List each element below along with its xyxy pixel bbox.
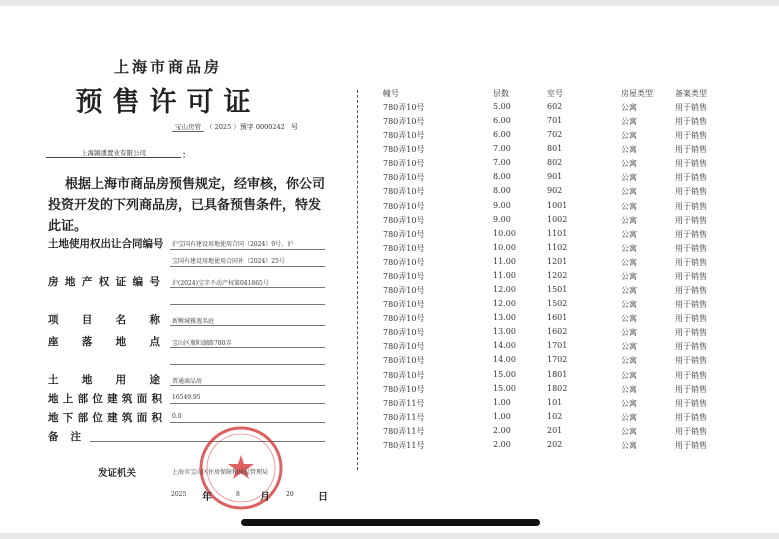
- table-cell: 公寓: [621, 243, 637, 253]
- table-cell: 5.00: [493, 102, 511, 111]
- table-cell: 901: [547, 172, 563, 182]
- table-cell: 780弄10号: [383, 271, 425, 281]
- table-cell: 公寓: [621, 229, 637, 239]
- table-cell: 780弄10号: [383, 201, 425, 211]
- table-cell: 1502: [547, 299, 568, 309]
- intro-paragraph: 根据上海市商品房预售规定，经审核，你公司投资开发的下列商品房，已具备预售条件，特发此证。: [48, 177, 326, 234]
- table-cell: 780弄10号: [383, 229, 425, 239]
- land-contract-value-2: 宝国有建设用地使用合同补（2024）25号: [172, 258, 285, 265]
- property-cert-value: 沪(2024)宝字不动产权第041865号: [172, 280, 269, 287]
- ref-hao: 号: [291, 123, 299, 131]
- land-use-label: 土地用途: [48, 374, 160, 386]
- table-cell: 9.00: [493, 214, 511, 224]
- title-small: 上海市商品房: [113, 58, 222, 76]
- company-colon: ：: [182, 151, 192, 161]
- home-indicator[interactable]: [241, 519, 540, 526]
- underline: [170, 249, 325, 250]
- certificate-left-panel: [0, 0, 355, 539]
- table-cell: 用于销售: [675, 328, 707, 338]
- table-cell: 用于销售: [675, 201, 707, 211]
- table-cell: 用于销售: [675, 145, 707, 155]
- table-cell: 780弄10号: [383, 215, 425, 225]
- table-cell: 用于销售: [675, 229, 707, 239]
- table-cell: 7.00: [493, 158, 511, 168]
- underline: [170, 347, 325, 348]
- table-cell: 公寓: [621, 286, 637, 296]
- date-month-label: 月: [260, 492, 270, 503]
- table-cell: 780弄10号: [383, 314, 425, 324]
- table-cell: 10.00: [493, 228, 516, 238]
- table-cell: 用于销售: [675, 173, 707, 183]
- table-cell: 1.00: [493, 411, 511, 421]
- above-area-value: 16549.95: [172, 394, 201, 401]
- table-cell: 公寓: [621, 187, 637, 197]
- table-cell: 11.00: [493, 256, 516, 266]
- table-cell: 公寓: [621, 356, 637, 366]
- table-cell: 公寓: [621, 328, 637, 338]
- table-cell: 用于销售: [675, 131, 707, 141]
- table-cell: 用于销售: [675, 384, 707, 394]
- table-cell: 1501: [547, 285, 568, 295]
- table-cell: 7.00: [493, 144, 511, 154]
- below-area-value: 0.0: [172, 413, 182, 420]
- table-cell: 公寓: [621, 314, 637, 324]
- table-cell: 用于销售: [675, 412, 707, 422]
- table-cell: 780弄10号: [383, 131, 425, 141]
- underline: [170, 287, 325, 288]
- table-cell: 780弄11号: [383, 440, 425, 450]
- ref-agency: 宝山房管: [172, 122, 204, 132]
- table-cell: 公寓: [621, 159, 637, 169]
- table-cell: 202: [547, 439, 563, 449]
- header-floors: 层数: [493, 89, 509, 98]
- table-cell: 公寓: [621, 257, 637, 267]
- table-cell: 用于销售: [675, 286, 707, 296]
- table-cell: 780弄10号: [383, 257, 425, 267]
- underline: [170, 403, 325, 404]
- table-cell: 公寓: [621, 426, 637, 436]
- remarks-label: 备注: [48, 431, 93, 443]
- table-cell: 201: [547, 425, 563, 435]
- table-cell: 701: [547, 116, 563, 126]
- table-cell: 6.00: [493, 130, 511, 140]
- table-cell: 1101: [547, 228, 568, 238]
- table-cell: 15.00: [493, 383, 516, 393]
- table-cell: 9.00: [493, 200, 511, 210]
- ref-year: 2025: [214, 123, 232, 131]
- location-label: 座落地点: [48, 336, 160, 348]
- table-cell: 用于销售: [675, 342, 707, 352]
- table-cell: 用于销售: [675, 356, 707, 366]
- table-cell: 用于销售: [675, 243, 707, 253]
- table-cell: 公寓: [621, 412, 637, 422]
- table-cell: 780弄10号: [383, 173, 425, 183]
- land-use-value: 普通商品房: [172, 378, 203, 385]
- table-cell: 6.00: [493, 116, 511, 126]
- table-cell: 用于销售: [675, 117, 707, 127]
- below-area-label: 地下部位建筑面积: [48, 412, 162, 424]
- table-cell: 用于销售: [675, 300, 707, 310]
- table-cell: 用于销售: [675, 370, 707, 380]
- date-day-label: 日: [318, 492, 328, 503]
- bottom-edge: [0, 533, 779, 539]
- table-cell: 11.00: [493, 270, 516, 280]
- table-cell: 用于销售: [675, 314, 707, 324]
- table-cell: 1602: [547, 327, 568, 337]
- header-room: 室号: [547, 89, 563, 98]
- table-cell: 801: [547, 144, 563, 154]
- table-cell: 公寓: [621, 131, 637, 141]
- table-cell: 780弄11号: [383, 426, 425, 436]
- table-cell: 780弄10号: [383, 159, 425, 169]
- table-cell: 1701: [547, 341, 568, 351]
- table-cell: 15.00: [493, 369, 516, 379]
- table-cell: 780弄10号: [383, 243, 425, 253]
- underline: [170, 364, 325, 365]
- table-cell: 14.00: [493, 341, 516, 351]
- table-cell: 公寓: [621, 103, 637, 112]
- underline: [170, 304, 325, 305]
- table-cell: 公寓: [621, 117, 637, 127]
- table-cell: 702: [547, 130, 563, 140]
- date-year: 2025: [171, 491, 187, 498]
- location-value: 宝山区瓶阳湖路780弄: [172, 340, 232, 347]
- above-area-label: 地上部位建筑面积: [48, 393, 162, 405]
- company-name: 上海頴潘置业有限公司: [46, 148, 181, 158]
- underline: [170, 266, 325, 267]
- table-cell: 780弄10号: [383, 286, 425, 296]
- header-filing: 备案类型: [675, 89, 707, 98]
- table-cell: 2.00: [493, 439, 511, 449]
- date-year-label: 年: [202, 492, 212, 503]
- table-cell: 1202: [547, 270, 568, 280]
- underline: [170, 325, 325, 326]
- table-cell: 12.00: [493, 285, 516, 295]
- table-cell: 1802: [547, 383, 568, 393]
- table-cell: 用于销售: [675, 271, 707, 281]
- property-cert-label: 房地产权证编号: [48, 276, 160, 288]
- table-cell: 公寓: [621, 440, 637, 450]
- issuer-label: 发证机关: [98, 468, 137, 479]
- ref-pre: 预字: [239, 123, 254, 131]
- table-cell: 1002: [547, 214, 568, 224]
- table-cell: 公寓: [621, 145, 637, 155]
- table-cell: 1001: [547, 200, 568, 210]
- table-cell: 用于销售: [675, 257, 707, 267]
- underline: [170, 385, 325, 386]
- table-cell: 101: [547, 397, 563, 407]
- land-contract-value-1: 沪宝国有建设用地使用合同（2024）9号、沪: [172, 241, 294, 248]
- table-cell: 用于销售: [675, 187, 707, 197]
- permit-reference: [172, 122, 298, 132]
- table-cell: 2.00: [493, 425, 511, 435]
- table-cell: 公寓: [621, 342, 637, 352]
- table-cell: 102: [547, 411, 563, 421]
- table-cell: 1801: [547, 369, 568, 379]
- table-cell: 用于销售: [675, 440, 707, 450]
- table-cell: 公寓: [621, 384, 637, 394]
- header-type: 房屋类型: [621, 89, 653, 98]
- table-cell: 用于销售: [675, 426, 707, 436]
- table-cell: 公寓: [621, 398, 637, 408]
- table-cell: 802: [547, 158, 563, 168]
- table-cell: 13.00: [493, 313, 516, 323]
- table-cell: 780弄10号: [383, 342, 425, 352]
- table-cell: 公寓: [621, 201, 637, 211]
- table-cell: 公寓: [621, 173, 637, 183]
- table-cell: 780弄10号: [383, 103, 425, 112]
- table-cell: 12.00: [493, 299, 516, 309]
- table-cell: 用于销售: [675, 103, 707, 112]
- table-cell: 1102: [547, 242, 568, 252]
- table-cell: 8.00: [493, 186, 511, 196]
- table-cell: 780弄10号: [383, 356, 425, 366]
- table-cell: 1201: [547, 256, 568, 266]
- table-cell: 902: [547, 186, 563, 196]
- table-cell: 780弄10号: [383, 145, 425, 155]
- project-value: 新晰城雅逸名庭: [172, 318, 215, 325]
- underline: [170, 422, 325, 423]
- date-day: 20: [286, 491, 294, 498]
- ref-close: ）: [233, 123, 240, 131]
- header-building: 幢号: [383, 89, 399, 98]
- issuer-value: 上海市宝山区住房保障和房屋管理局: [172, 469, 269, 476]
- table-cell: 13.00: [493, 327, 516, 337]
- table-cell: 780弄10号: [383, 187, 425, 197]
- table-cell: 780弄10号: [383, 370, 425, 380]
- table-cell: 780弄11号: [383, 398, 425, 408]
- land-contract-label: 土地使用权出让合同编号: [48, 238, 164, 250]
- table-cell: 公寓: [621, 370, 637, 380]
- table-cell: 10.00: [493, 242, 516, 252]
- table-cell: 8.00: [493, 172, 511, 182]
- table-cell: 780弄11号: [383, 412, 425, 422]
- ref-num: 0000242: [255, 123, 285, 131]
- table-cell: 1702: [547, 355, 568, 365]
- table-cell: 公寓: [621, 215, 637, 225]
- ref-open: （: [206, 123, 213, 131]
- table-cell: 用于销售: [675, 398, 707, 408]
- table-cell: 公寓: [621, 271, 637, 281]
- table-cell: 780弄10号: [383, 328, 425, 338]
- table-cell: 14.00: [493, 355, 516, 365]
- table-cell: 780弄10号: [383, 117, 425, 127]
- project-label: 项目名称: [48, 314, 160, 326]
- table-cell: 1601: [547, 313, 568, 323]
- table-cell: 780弄10号: [383, 384, 425, 394]
- table-cell: 用于销售: [675, 159, 707, 169]
- table-cell: 602: [547, 102, 563, 111]
- table-cell: 780弄10号: [383, 300, 425, 310]
- date-month: 8: [236, 491, 240, 498]
- table-cell: 用于销售: [675, 215, 707, 225]
- table-cell: 公寓: [621, 300, 637, 310]
- table-cell: 1.00: [493, 397, 511, 407]
- page-divider: [357, 90, 358, 470]
- title-big: 预售许可证: [75, 87, 261, 118]
